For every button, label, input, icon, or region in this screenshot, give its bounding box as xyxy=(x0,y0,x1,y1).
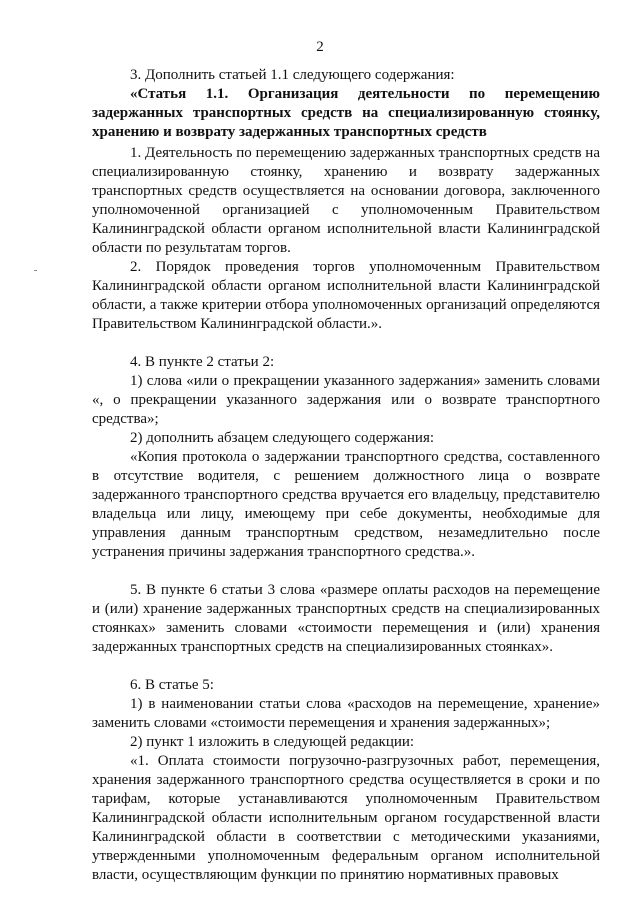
document-body xyxy=(92,66,600,885)
paragraph-item-6: 6. В статье 5: xyxy=(130,677,214,693)
article-1-1-heading: «Статья 1.1. Организация деятельности по перемещению задержанных транспортных средств на специализированную стоянку, хранению и возврату задержанных транспортных средств xyxy=(92,86,600,140)
paragraph-item-4: 4. В пункте 2 статьи 2: xyxy=(130,354,275,370)
item-4-inserted-paragraph: «Копия протокола о задержании транспортного средства, составленного в отсутствие водителя, с решением должностного лица о возврате задержанного транспортного средства вручается его владельцу, представителю владельца или лицу, имеющему при себе документы, необходимые для управления данным транспортным средством, незамедлительно после устранения причины задержания транспортного средства.». xyxy=(92,449,600,560)
article-1-1-point-1: 1. Деятельность по перемещению задержанных транспортных средств на специализированную стоянку, хранению и возврату задержанных транспортных средств осуществляется на основании договора, заключенного уполномоченной организацией с уполномоченным Правительством Калининградской области органом исполнительной власти Калининградской области по результатам торгов. xyxy=(92,145,600,256)
paragraph-item-3: 3. Дополнить статьей 1.1 следующего содержания: xyxy=(130,67,455,83)
page-number: 2 xyxy=(316,39,324,55)
item-6-new-point-1: «1. Оплата стоимости погрузочно-разгрузочных работ, перемещения, хранения задержанного транспортного средства осуществляется в сроки и по тарифам, которые устанавливаются уполномоченным Правительством Калининградской области исполнительным органом государственной власти Калининградской области в соответствии с методическими указаниями, утвержденными уполномоченным федеральным органом исполнительной власти, осуществляющим функции по принятию нормативных правовых xyxy=(92,753,600,883)
item-4-subpoint-2: 2) дополнить абзацем следующего содержания: xyxy=(130,430,435,446)
article-1-1-point-2: 2. Порядок проведения торгов уполномоченным Правительством Калининградской области органом исполнительной власти Калининградской области, а также критерии отбора уполномоченных организаций определяются Правительством Калининградской области.». xyxy=(92,259,600,332)
item-6-subpoint-2: 2) пункт 1 изложить в следующей редакции: xyxy=(130,734,415,750)
paragraph-item-5: 5. В пункте 6 статьи 3 слова «размере оплаты расходов на перемещение и (или) хранение задержанных транспортных средств на специализированных стоянках» заменить словами «стоимости перемещения и (или) хранения задержанных транспортных средств на специализированных стоянках». xyxy=(92,582,600,655)
item-4-subpoint-1: 1) слова «или о прекращении указанного задержания» заменить словами «, о прекращении указанного задержания или о возврате транспортного средства»; xyxy=(92,373,600,427)
item-6-subpoint-1: 1) в наименовании статьи слова «расходов на перемещение, хранение» заменить словами «стоимости перемещения и хранения задержанных»; xyxy=(92,696,600,731)
margin-mark xyxy=(34,270,37,271)
